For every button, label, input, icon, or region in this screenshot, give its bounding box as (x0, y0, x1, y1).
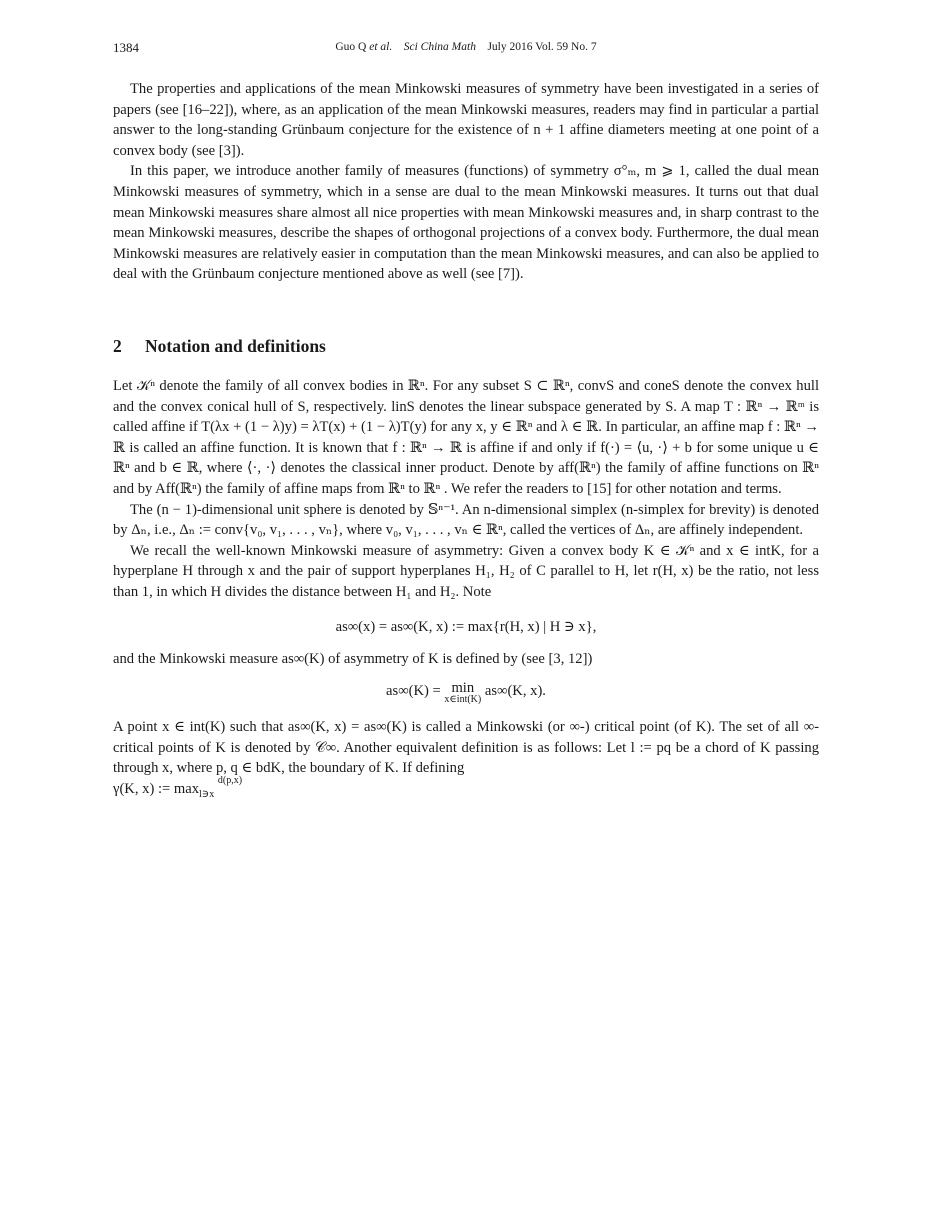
section-title: Notation and definitions (145, 336, 326, 356)
equation-2-rhs: as∞(K, x). (484, 683, 546, 700)
intro-paragraph-1: The properties and applications of the mean Minkowski measures of symmetry have been investigated in a series of papers (see [16–22]), where, as an application of the mean Minkowski measures, readers may find in particular a partial answer to the long-standing Grünbaum conjecture for the existence of n + 1 affine diameters meeting at one point of a convex body (see [3]). (113, 81, 819, 159)
equation-2-lhs: as∞(K) = (386, 683, 441, 700)
equation-2 (113, 681, 819, 705)
intro-section (113, 79, 819, 285)
equation-1: as∞(x) = as∞(K, x) := max{r(H, x) | H ∋ x}, (335, 618, 597, 635)
header-authors: Guo Q (335, 41, 367, 53)
gamma-subscript: l∋x (199, 788, 215, 800)
section-number: 2 (113, 336, 122, 356)
section-heading (113, 336, 326, 357)
simplex-paragraph: The (n − 1)-dimensional unit sphere is denoted by 𝕊ⁿ⁻¹. An n-dimensional simplex (n-simplex for brevity) is denoted by Δₙ, i.e., Δₙ := conv{v₀, v₁, . . . , vₙ}, where v₀, v₁, . . . , vₙ ∈ ℝⁿ, called the vertices of Δₙ, are affinely independent. (113, 501, 819, 539)
gamma-expression: γ(K, x) := max (113, 780, 200, 797)
minkowski-measure-paragraph: We recall the well-known Minkowski measure of asymmetry: Given a convex body K ∈ 𝒦ⁿ and x ∈ intK, for a hyperplane H through x and the pair of support hyperplanes H₁, H₂ of C parallel to H, let r(H, x) be the ratio, not less than 1, in which H divides the distance between H₁ and H₂. Note (113, 542, 819, 600)
header-journal: Sci China Math (403, 41, 476, 53)
min-subscript: x∈int(K) (444, 694, 482, 706)
header-issue: July 2016 Vol. 59 No. 7 (487, 41, 597, 53)
min-operator (444, 681, 481, 705)
gamma-definition (113, 774, 819, 802)
min-label: min (451, 680, 475, 697)
intro-paragraph-2: In this paper, we introduce another family of measures (functions) of symmetry σ°ₘ, m ⩾ 1, called the dual mean Minkowski measures of symmetry, which in a sense are dual to the mean Minkowski measures. It turns out that dual mean Minkowski measures share almost all nice properties with mean Minkowski measures and, in sharp contrast to the mean Minkowski measures, describe the shapes of orthogonal projections of a convex body. Furthermore, the dual mean Minkowski measures are relatively easier in computation than the mean Minkowski measures, and can also be applied to deal with the Grünbaum conjecture mentioned above as well (see [7]). (113, 163, 819, 283)
running-head (113, 41, 819, 53)
gamma-fraction-numerator: d(p,x) (217, 774, 243, 786)
asymmetry-paragraph: and the Minkowski measure as∞(K) of asymmetry of K is defined by (see [3, 12]) (113, 650, 593, 667)
header-et-al: et al. (369, 41, 393, 53)
page-number: 1384 (113, 40, 139, 55)
section-body (113, 376, 819, 802)
running-header (113, 40, 819, 60)
critical-point-paragraph: A point x ∈ int(K) such that as∞(K, x) = as∞(K) is called a Minkowski (or ∞-) critical point (of K). The set of all ∞-critical points of K is denoted by 𝒞∞. Another equivalent definition is as follows: Let l := pq be a chord of K passing through x, where p, q ∈ bdK, the boundary of K. If defining (113, 719, 819, 777)
notation-paragraph: Let 𝒦ⁿ denote the family of all convex bodies in ℝⁿ. For any subset S ⊂ ℝⁿ, convS and coneS denote the convex hull and the convex conical hull of S, respectively. linS denotes the linear subspace generated by S. A map T : ℝⁿ → ℝᵐ is called affine if T(λx + (1 − λ)y) = λT(x) + (1 − λ)T(y) for any x, y ∈ ℝⁿ and λ ∈ ℝ. In particular, an affine map f : ℝⁿ → ℝ is called an affine function. It is known that f : ℝⁿ → ℝ is affine if and only if f(·) = ⟨u, ·⟩ + b for some unique u ∈ ℝⁿ and b ∈ ℝ, where ⟨·, ·⟩ denotes the classical inner product. Denote by aff(ℝⁿ) the family of affine functions on ℝⁿ and by Aff(ℝⁿ) the family of affine maps from ℝⁿ to ℝⁿ . We refer the readers to [15] for other notation and terms. (113, 378, 819, 497)
